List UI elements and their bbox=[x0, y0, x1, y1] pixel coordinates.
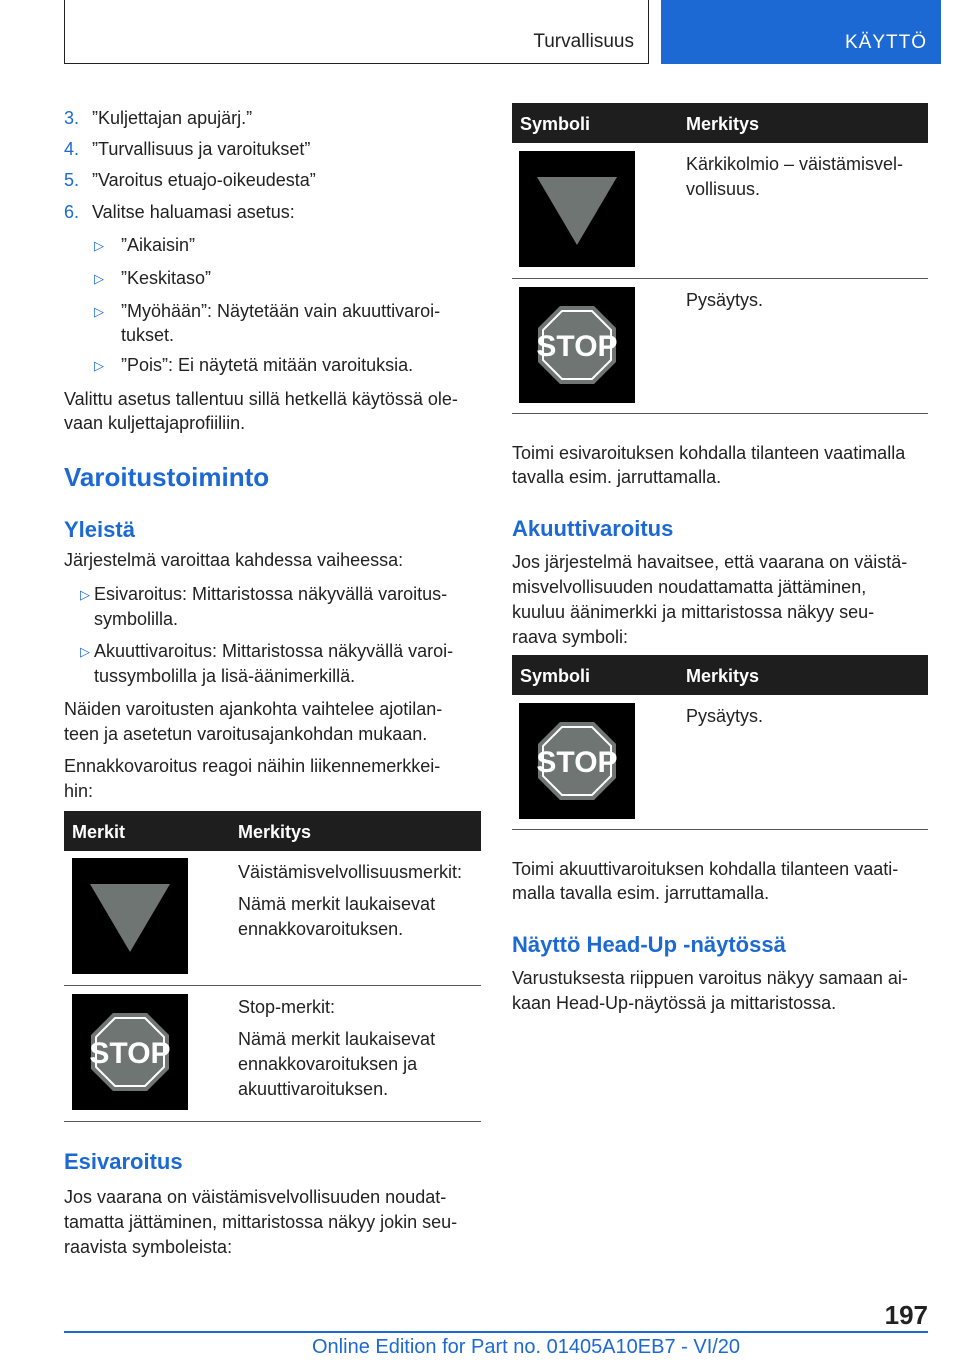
acute-text-line2: misvelvollisuuden noudattamatta jättäminen, bbox=[512, 577, 867, 597]
stop-sign-icon bbox=[72, 994, 188, 1110]
acute-text-line1: Jos järjestelmä havaitsee, että vaarana on väistä- bbox=[512, 552, 908, 572]
step-text: ”Varoitus etuajo-oikeudesta” bbox=[92, 170, 316, 190]
bullet-triangle-icon: ▷ bbox=[80, 587, 90, 602]
table-row-divider bbox=[512, 278, 928, 279]
pre-action-line1: Toimi esivaroituksen kohdalla tilanteen vaatimalla bbox=[512, 443, 906, 463]
signs-table-header bbox=[64, 811, 481, 851]
stage-pre-line1: Esivaroitus: Mittaristossa näkyvällä varoitus- bbox=[94, 584, 448, 604]
stop-sign-text: STOP bbox=[536, 746, 618, 779]
step-number: 6. bbox=[64, 202, 80, 222]
header-chapter-label: KÄYTTÖ bbox=[844, 32, 927, 53]
pre-col-meaning: Merkitys bbox=[686, 114, 760, 134]
stage-acute-line2: tussymbolilla ja lisä-äänimerkillä. bbox=[94, 666, 356, 686]
signs-row2-line1: Stop-merkit: bbox=[238, 997, 336, 1017]
step-5 bbox=[64, 168, 316, 193]
option-off: ”Pois”: Ei näytetä mitään varoituksia. bbox=[121, 355, 414, 375]
step-number: 4. bbox=[64, 139, 80, 159]
heading-warning-function: Varoitustoiminto bbox=[64, 462, 270, 492]
table-bottom-rule bbox=[512, 413, 928, 414]
bullet-triangle-icon: ▷ bbox=[94, 238, 104, 253]
hud-text-line2: kaan Head-Up-näytössä ja mittaristossa. bbox=[512, 993, 837, 1013]
acute-action-line2: malla tavalla esim. jarruttamalla. bbox=[512, 883, 770, 903]
signs-row2-line2: Nämä merkit laukaisevat bbox=[238, 1029, 436, 1049]
step-text: ”Kuljettajan apujärj.” bbox=[92, 108, 253, 128]
saved-note-line1: Valittu asetus tallentuu sillä hetkellä käytössä ole- bbox=[64, 389, 458, 409]
acute-text-line4: raava symboli: bbox=[512, 627, 629, 647]
pre-warning-line1: Jos vaarana on väistämisvelvollisuuden noudat- bbox=[64, 1187, 447, 1207]
step-3 bbox=[64, 106, 252, 131]
hud-text-line1: Varustuksesta riippuen varoitus näkyy samaan ai- bbox=[512, 968, 908, 988]
bullet-triangle-icon: ▷ bbox=[94, 271, 104, 286]
table-bottom-rule bbox=[64, 1121, 481, 1122]
signs-row1-line2: Nämä merkit laukaisevat bbox=[238, 894, 436, 914]
pre-warning-line2: tamatta jättäminen, mittaristossa näkyy jokin seu- bbox=[64, 1212, 458, 1232]
option-early: ”Aikaisin” bbox=[121, 235, 196, 255]
pre-react-line2: hin: bbox=[64, 781, 94, 801]
signs-row1-line3: ennakkovaroituksen. bbox=[238, 919, 404, 939]
step-6 bbox=[64, 200, 295, 225]
option-late-cont: tukset. bbox=[121, 325, 175, 345]
acute-text-line3: kuuluu äänimerkki ja mittaristossa näkyy seu- bbox=[512, 602, 875, 622]
header-section-box bbox=[64, 0, 649, 64]
step-number: 5. bbox=[64, 170, 80, 190]
stop-sign-icon bbox=[519, 703, 635, 819]
step-4 bbox=[64, 137, 310, 162]
yield-sign-icon bbox=[72, 858, 188, 974]
pre-action-line2: tavalla esim. jarruttamalla. bbox=[512, 467, 722, 487]
heading-hud: Näyttö Head-Up -näytössä bbox=[512, 932, 786, 957]
online-edition-text: Online Edition for Part no. 01405A10EB7 - VI/20 bbox=[312, 1336, 741, 1358]
heading-acute-warning: Akuuttivaroitus bbox=[512, 516, 674, 541]
pre-table-header bbox=[512, 103, 928, 143]
header-section-title: Turvallisuus bbox=[533, 31, 634, 52]
step-text: ”Turvallisuus ja varoitukset” bbox=[92, 139, 311, 159]
bullet-triangle-icon: ▷ bbox=[94, 358, 104, 373]
stop-sign-text: STOP bbox=[536, 330, 618, 363]
timing-line2: teen ja asetetun varoitusajankohdan mukaan. bbox=[64, 724, 428, 744]
bullet-triangle-icon: ▷ bbox=[94, 304, 104, 319]
acute-col-meaning: Merkitys bbox=[686, 666, 760, 686]
header-chapter-tab bbox=[661, 0, 941, 64]
timing-line1: Näiden varoitusten ajankohta vaihtelee ajotilan- bbox=[64, 699, 443, 719]
signs-col-meaning: Merkitys bbox=[238, 822, 312, 842]
acute-row1-line1: Pysäytys. bbox=[686, 706, 764, 726]
pre-warning-line3: raavista symboleista: bbox=[64, 1237, 233, 1257]
signs-row2-line4: akuuttivaroituksen. bbox=[238, 1079, 389, 1099]
yield-sign-icon bbox=[519, 151, 635, 267]
pre-row1-line2: vollisuus. bbox=[686, 179, 761, 199]
heading-pre-warning: Esivaroitus bbox=[64, 1149, 183, 1174]
stage-acute-line1: Akuuttivaroitus: Mittaristossa näkyvällä varoi- bbox=[94, 641, 454, 661]
table-row-divider bbox=[64, 985, 481, 986]
step-number: 3. bbox=[64, 108, 80, 128]
acute-col-symbol: Symboli bbox=[520, 666, 591, 686]
stop-sign-text: STOP bbox=[89, 1037, 171, 1070]
signs-row1-line1: Väistämisvelvollisuusmerkit: bbox=[238, 862, 463, 882]
pre-row1-line1: Kärkikolmio – väistämisvel- bbox=[686, 154, 904, 174]
footer-rule bbox=[64, 1331, 928, 1333]
table-bottom-rule bbox=[512, 829, 928, 830]
page-number: 197 bbox=[884, 1300, 928, 1330]
saved-note-line2: vaan kuljettajaprofiiliin. bbox=[64, 413, 246, 433]
stop-sign-icon bbox=[519, 287, 635, 403]
signs-col-signs: Merkit bbox=[72, 822, 126, 842]
stage-pre-line2: symbolilla. bbox=[94, 609, 179, 629]
option-medium: ”Keskitaso” bbox=[121, 268, 212, 288]
pre-row2-line1: Pysäytys. bbox=[686, 290, 764, 310]
acute-table-header bbox=[512, 655, 928, 695]
two-stage-intro: Järjestelmä varoittaa kahdessa vaiheessa: bbox=[64, 550, 404, 570]
pre-col-symbol: Symboli bbox=[520, 114, 591, 134]
heading-general: Yleistä bbox=[64, 517, 135, 542]
acute-action-line1: Toimi akuuttivaroituksen kohdalla tilanteen vaati- bbox=[512, 859, 899, 879]
bullet-triangle-icon: ▷ bbox=[80, 644, 90, 659]
signs-row2-line3: ennakkovaroituksen ja bbox=[238, 1054, 418, 1074]
step-text: Valitse haluamasi asetus: bbox=[92, 202, 295, 222]
option-late: ”Myöhään”: Näytetään vain akuuttivaroi- bbox=[121, 301, 441, 321]
pre-react-line1: Ennakkovaroitus reagoi näihin liikennemerkkei- bbox=[64, 756, 441, 776]
